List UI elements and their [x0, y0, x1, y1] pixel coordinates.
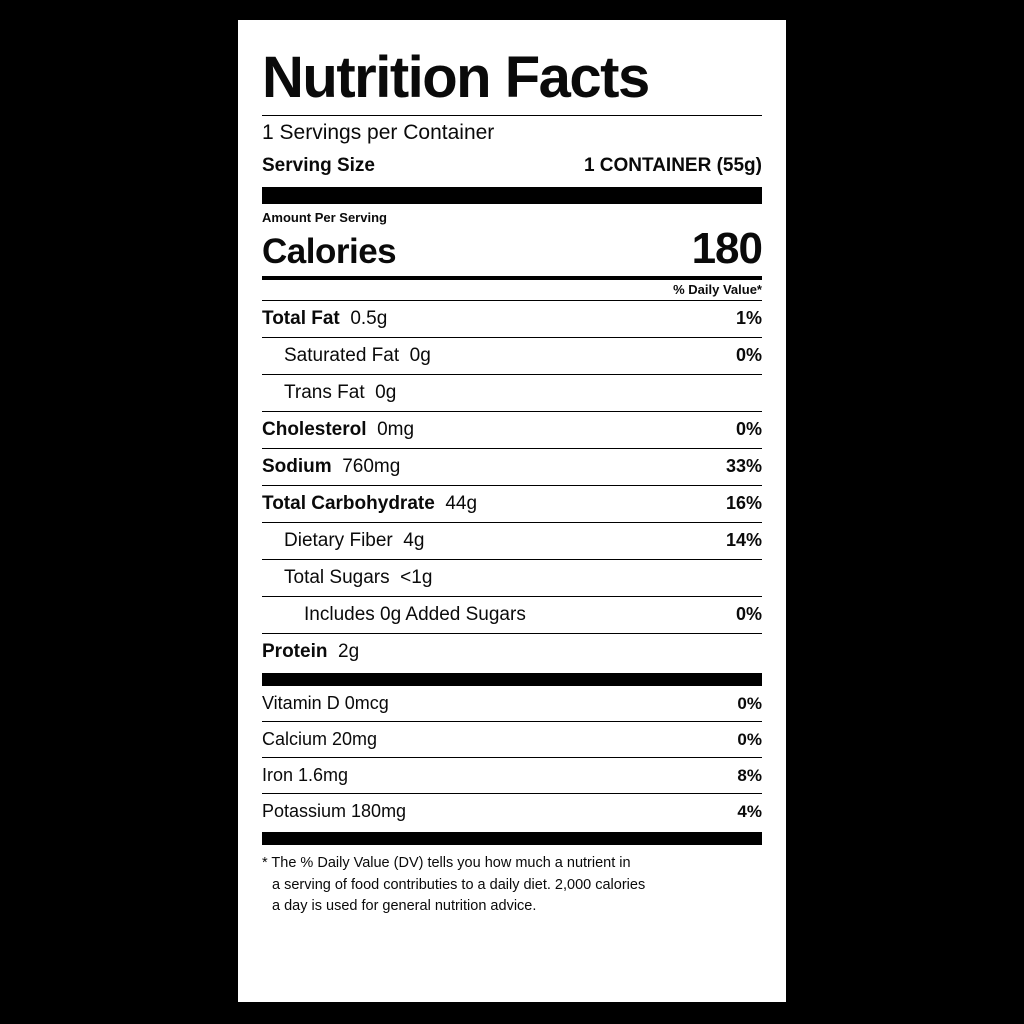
vitamin-list	[262, 686, 762, 829]
vitamin-name: Calcium 20mg	[262, 728, 378, 749]
amount-per-serving-label: Amount Per Serving	[262, 209, 387, 225]
calories-value: 180	[691, 223, 762, 273]
nutrient-row	[262, 448, 762, 485]
nutrient-amount: <1g	[389, 566, 433, 588]
divider-thick-top	[262, 187, 762, 204]
vitamin-row	[262, 721, 762, 757]
serving-size-row	[262, 151, 762, 183]
vitamin-row	[262, 793, 762, 829]
nutrient-amount: 44g	[434, 492, 478, 514]
nutrient-row	[262, 374, 762, 411]
nutrient-label: Sodium	[262, 455, 332, 477]
nutrient-label: Total Fat	[262, 307, 340, 329]
nutrient-label: Total Carbohydrate	[262, 492, 435, 514]
servings-per-container: 1 Servings per Container	[262, 120, 495, 144]
nutrient-daily-value: 14%	[725, 529, 762, 550]
vitamin-daily-value: 0%	[737, 729, 762, 749]
nutrient-label: Dietary Fiber	[284, 529, 393, 551]
nutrient-list	[262, 300, 762, 670]
footnote-line: a day is used for general nutrition advice.	[272, 898, 537, 915]
nutrient-row	[262, 633, 762, 670]
vitamin-row	[262, 686, 762, 721]
calories-label: Calories	[262, 231, 397, 271]
nutrient-name	[262, 308, 387, 330]
nutrient-amount: 4g	[392, 529, 425, 551]
nutrient-name	[262, 567, 432, 589]
nutrient-amount: 0g	[399, 344, 431, 366]
vitamin-daily-value: 0%	[737, 693, 762, 713]
nutrient-label: Saturated Fat	[284, 344, 400, 366]
footnote-line: * The % Daily Value (DV) tells you how much a nutrient in	[262, 854, 631, 871]
nutrient-daily-value: 1%	[735, 307, 762, 328]
nutrient-row	[262, 411, 762, 448]
nutrient-name	[262, 382, 396, 404]
nutrient-name	[262, 345, 431, 367]
vitamin-name: Potassium 180mg	[262, 800, 407, 821]
daily-value-header: % Daily Value*	[673, 281, 762, 297]
nutrient-label: Total Sugars	[284, 566, 390, 588]
vitamin-row	[262, 757, 762, 793]
nutrient-amount: 0g	[364, 381, 397, 403]
divider-footnote	[262, 832, 762, 845]
nutrient-name	[262, 530, 424, 552]
nutrient-name	[262, 493, 477, 515]
nutrition-facts-label	[238, 20, 786, 1002]
vitamin-name: Iron 1.6mg	[262, 764, 349, 785]
nutrient-daily-value: 0%	[735, 344, 762, 365]
vitamin-name: Vitamin D 0mcg	[262, 692, 389, 713]
nutrient-amount: 760mg	[331, 455, 401, 477]
nutrient-label: Trans Fat	[284, 381, 365, 403]
nutrient-label: Includes 0g Added Sugars	[304, 603, 526, 625]
nutrient-label: Cholesterol	[262, 418, 367, 440]
nutrient-label: Protein	[262, 640, 328, 662]
nutrient-name	[262, 419, 414, 441]
vitamin-daily-value: 4%	[737, 801, 762, 821]
footnote	[262, 845, 762, 918]
nutrient-row	[262, 522, 762, 559]
divider-thick-bottom	[262, 673, 762, 686]
nutrient-name	[262, 641, 359, 663]
nutrient-row	[262, 485, 762, 522]
serving-size-label: Serving Size	[262, 154, 375, 176]
nutrient-daily-value: 0%	[735, 603, 762, 624]
serving-size-value: 1 CONTAINER (55g)	[583, 154, 762, 176]
nutrient-daily-value: 16%	[725, 492, 762, 513]
label-inner	[250, 45, 774, 1008]
vitamin-daily-value: 8%	[737, 765, 762, 785]
nutrient-daily-value: 33%	[725, 455, 762, 476]
calories-row	[262, 223, 762, 276]
nutrient-amount: 0mg	[366, 418, 415, 440]
footnote-line: a serving of food contributies to a daily diet. 2,000 calories	[272, 876, 646, 893]
nutrient-amount: 2g	[327, 640, 360, 662]
nutrient-row	[262, 300, 762, 337]
nutrient-row	[262, 596, 762, 633]
nutrient-daily-value: 0%	[735, 418, 762, 439]
nutrient-row	[262, 337, 762, 374]
page-title: Nutrition Facts	[262, 45, 649, 110]
nutrient-row	[262, 559, 762, 596]
nutrient-amount: 0.5g	[339, 307, 388, 329]
nutrient-name	[262, 456, 400, 478]
nutrient-name	[262, 604, 526, 626]
